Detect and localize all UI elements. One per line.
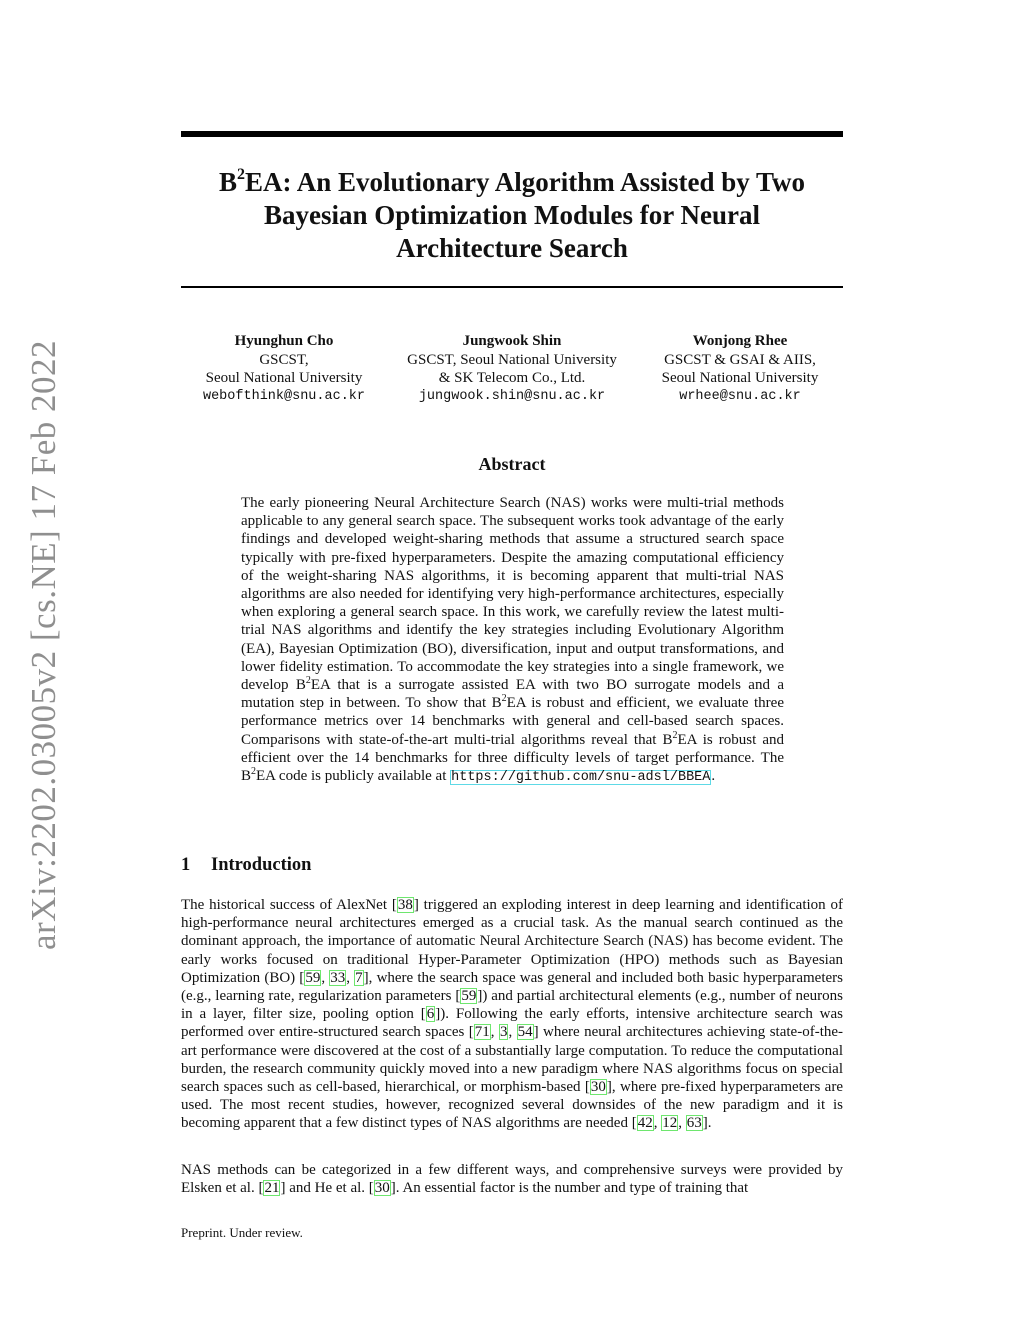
author-2	[387, 332, 637, 406]
citation-link[interactable]: 71	[474, 1024, 490, 1041]
page-footer: Preprint. Under review.	[181, 1225, 303, 1240]
intro-paragraph-2: NAS methods can be categorized in a few different ways, and comprehensive surveys were provided by Elsken et al. [21] and He et al. [30]. An essential factor is the number and type of training that	[181, 1162, 843, 1197]
author-email[interactable]: wrhee@snu.ac.kr	[679, 388, 801, 404]
abstract-heading: Abstract	[478, 454, 546, 474]
author-block	[181, 332, 843, 412]
citation-link[interactable]: 30	[374, 1180, 390, 1197]
citation-link[interactable]: 3	[499, 1024, 508, 1041]
section-heading-introduction	[181, 855, 311, 876]
citation-link[interactable]: 63	[686, 1115, 702, 1132]
citation-link[interactable]: 6	[426, 1006, 435, 1023]
author-email[interactable]: webofthink@snu.ac.kr	[202, 388, 366, 404]
author-1	[181, 332, 387, 406]
arxiv-sidebar-stamp	[22, 339, 66, 951]
paper-title: $B^2EA$: An Evolutionary Algorithm Assisted by Two Bayesian Optimization Modules for Neural Architecture Search	[218, 166, 806, 263]
author-affiliation: & SK Telecom Co., Ltd.	[438, 370, 586, 386]
citation-link[interactable]: 7	[355, 969, 363, 986]
title-top-rule	[181, 131, 843, 137]
author-3	[637, 332, 843, 406]
author-name: Hyunghun Cho	[234, 333, 334, 349]
author-name: Jungwook Shin	[462, 333, 562, 349]
author-affiliation: GSCST & GSAI & AIIS,	[664, 351, 816, 368]
section-title: Introduction	[211, 855, 312, 875]
citation-link[interactable]: 38	[397, 897, 413, 913]
author-email[interactable]: jungwook.shin@snu.ac.kr	[418, 388, 606, 404]
citation-link[interactable]: 42	[637, 1115, 653, 1132]
citation-link[interactable]: 12	[662, 1115, 678, 1132]
code-repository-link[interactable]: https://github.com/snu-adsl/BBEA	[451, 770, 711, 786]
citation-link[interactable]: 54	[517, 1024, 533, 1041]
section-number: 1	[181, 855, 191, 875]
author-name: Wonjong Rhee	[692, 333, 788, 349]
arxiv-identifier: arXiv:2202.03005v2 [cs.NE] 17 Feb 2022	[24, 339, 63, 951]
citation-link[interactable]: 30	[590, 1079, 606, 1096]
author-affiliation: Seoul National University	[661, 370, 819, 386]
author-affiliation: Seoul National University	[205, 370, 363, 386]
intro-paragraph-1: The historical success of AlexNet [38] triggered an exploding interest in deep learning and identification of high-performance neural architectures emerged as a crucial task. As the manual search continued as the dominant approach, the importance of automatic Neural Architecture Search (NAS) has become evident. The early works focused on traditional Hyper-Parameter Optimization (HPO) methods such as Bayesian Optimization (BO) [59, 33, 7], where the search space was general and included both basic hyperparameters (e.g., learning rate, regularization parameters [59]) and partial architectural elements (e.g., number of neurons in a layer, filter size, pooling option [6]). Following the early efforts, intensive architecture search was performed over entire-structured search spaces [71, 3, 54] where neural architectures achieving state-of-the-art performance were discovered at the cost of a substantially large computation. To reduce the computational burden, the research community quickly moved into a new paradigm where NAS algorithms focus on special search spaces such as cell-based, hierarchical, or morphism-based [30], where pre-fixed hyperparameters are used. The most recent studies, however, recognized several downsides of the new paradigm and it is becoming apparent that a few distinct types of NAS algorithms are needed [42, 12, 63].	[181, 897, 844, 1132]
citation-link[interactable]: 33	[330, 969, 346, 986]
citation-link[interactable]: 21	[264, 1180, 280, 1197]
citation-link[interactable]: 59	[461, 988, 477, 1005]
title-bottom-rule	[181, 286, 843, 288]
author-affiliation: GSCST, Seoul National University	[407, 351, 617, 368]
citation-link[interactable]: 59	[305, 969, 321, 986]
abstract-text: The early pioneering Neural Architecture Search (NAS) works were multi-trial methods applicable to any general search space. The subsequent works took advantage of the early findings and developed weight-sharing methods that assume a structured search space typically with pre-fixed hyperparameters. Despite the amazing computational efficiency of the weight-sharing NAS algorithms, it is becoming apparent that multi-trial NAS algorithms are also needed for identifying very high-performance architectures, especially when exploring a general search space. In this work, we carefully review the latest multi-trial NAS algorithms and identify the key strategies including Evolutionary Algorithm (EA), Bayesian Optimization (BO), diversification, input and output transformations, and lower fidelity estimation. To accommodate the key strategies into a single framework, we develop $B^2EA$ that is a surrogate assisted EA with two BO surrogate models and a mutation step in between. To show that $B^2EA$ is robust and efficient, we evaluate three performance metrics over 14 benchmarks with general and cell-based search spaces. Comparisons with state-of-the-art multi-trial algorithms reveal that $B^2EA$ is robust and efficient over the 14 benchmarks for three difficulty levels of target performance. The $B^2EA$ code is publicly available at https://github.com/snu-adsl/BBEA.	[241, 495, 784, 786]
author-affiliation: GSCST,	[259, 351, 309, 368]
